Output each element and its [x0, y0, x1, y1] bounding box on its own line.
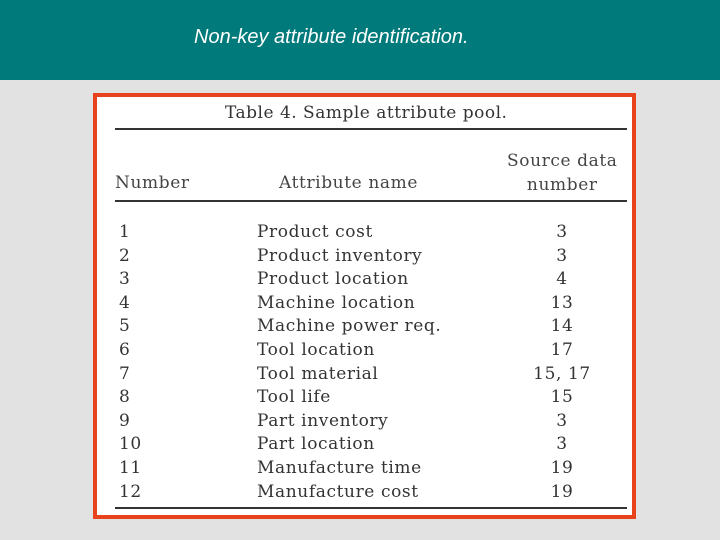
row-source-data-number: 19 [550, 481, 574, 502]
row-source-data-number: 17 [550, 339, 574, 360]
row-attribute-name: Machine location [257, 292, 416, 313]
row-attribute-name: Tool material [257, 363, 379, 384]
row-source-data-number: 13 [550, 292, 574, 313]
table-row [97, 222, 632, 246]
row-source-data-number: 14 [550, 316, 574, 337]
row-number: 2 [119, 245, 131, 266]
table-row [97, 458, 632, 482]
row-attribute-name: Manufacture cost [257, 481, 419, 502]
row-source-data-number: 15 [550, 387, 574, 408]
header-source-line2: number [526, 175, 598, 195]
header-source-data-number [507, 149, 618, 197]
row-number: 1 [119, 222, 131, 242]
row-number: 12 [119, 481, 142, 502]
row-number: 6 [119, 339, 131, 360]
row-number: 7 [119, 363, 131, 384]
header-number: Number [115, 173, 190, 193]
table-row [97, 246, 632, 270]
row-source-data-number: 3 [556, 245, 568, 266]
table-row [97, 340, 632, 364]
row-number: 4 [119, 292, 131, 313]
slide-title: Non-key attribute identification. [194, 26, 469, 48]
table-row [97, 293, 632, 317]
row-source-data-number: 3 [556, 222, 568, 242]
table-row [97, 364, 632, 388]
row-attribute-name: Tool life [257, 387, 331, 408]
row-number: 8 [119, 387, 131, 408]
row-number: 10 [119, 434, 142, 455]
table-row [97, 316, 632, 340]
header-source-line1: Source data [507, 151, 618, 171]
table-frame [93, 93, 636, 519]
row-source-data-number: 3 [556, 434, 568, 455]
row-number: 5 [119, 316, 131, 337]
row-source-data-number: 4 [556, 269, 568, 290]
table-row [97, 434, 632, 458]
row-number: 11 [119, 457, 142, 478]
table-row [97, 482, 632, 506]
row-attribute-name: Product cost [257, 222, 373, 242]
row-attribute-name: Part inventory [257, 410, 389, 431]
row-attribute-name: Part location [257, 434, 375, 455]
header-rule [115, 200, 627, 202]
table-caption: Table 4. Sample attribute pool. [225, 103, 508, 123]
row-source-data-number: 3 [556, 410, 568, 431]
row-number: 9 [119, 410, 131, 431]
row-attribute-name: Product inventory [257, 245, 423, 266]
row-source-data-number: 15, 17 [533, 363, 591, 384]
table-row [97, 411, 632, 435]
row-attribute-name: Manufacture time [257, 457, 422, 478]
header-attribute-name: Attribute name [279, 173, 418, 193]
top-rule [115, 128, 627, 130]
row-attribute-name: Product location [257, 269, 409, 290]
table-body [97, 222, 632, 505]
row-attribute-name: Machine power req. [257, 316, 442, 337]
bottom-rule [115, 507, 627, 509]
table-row [97, 387, 632, 411]
row-number: 3 [119, 269, 131, 290]
table-row [97, 269, 632, 293]
row-attribute-name: Tool location [257, 339, 375, 360]
row-source-data-number: 19 [550, 457, 574, 478]
title-bar [0, 0, 720, 80]
